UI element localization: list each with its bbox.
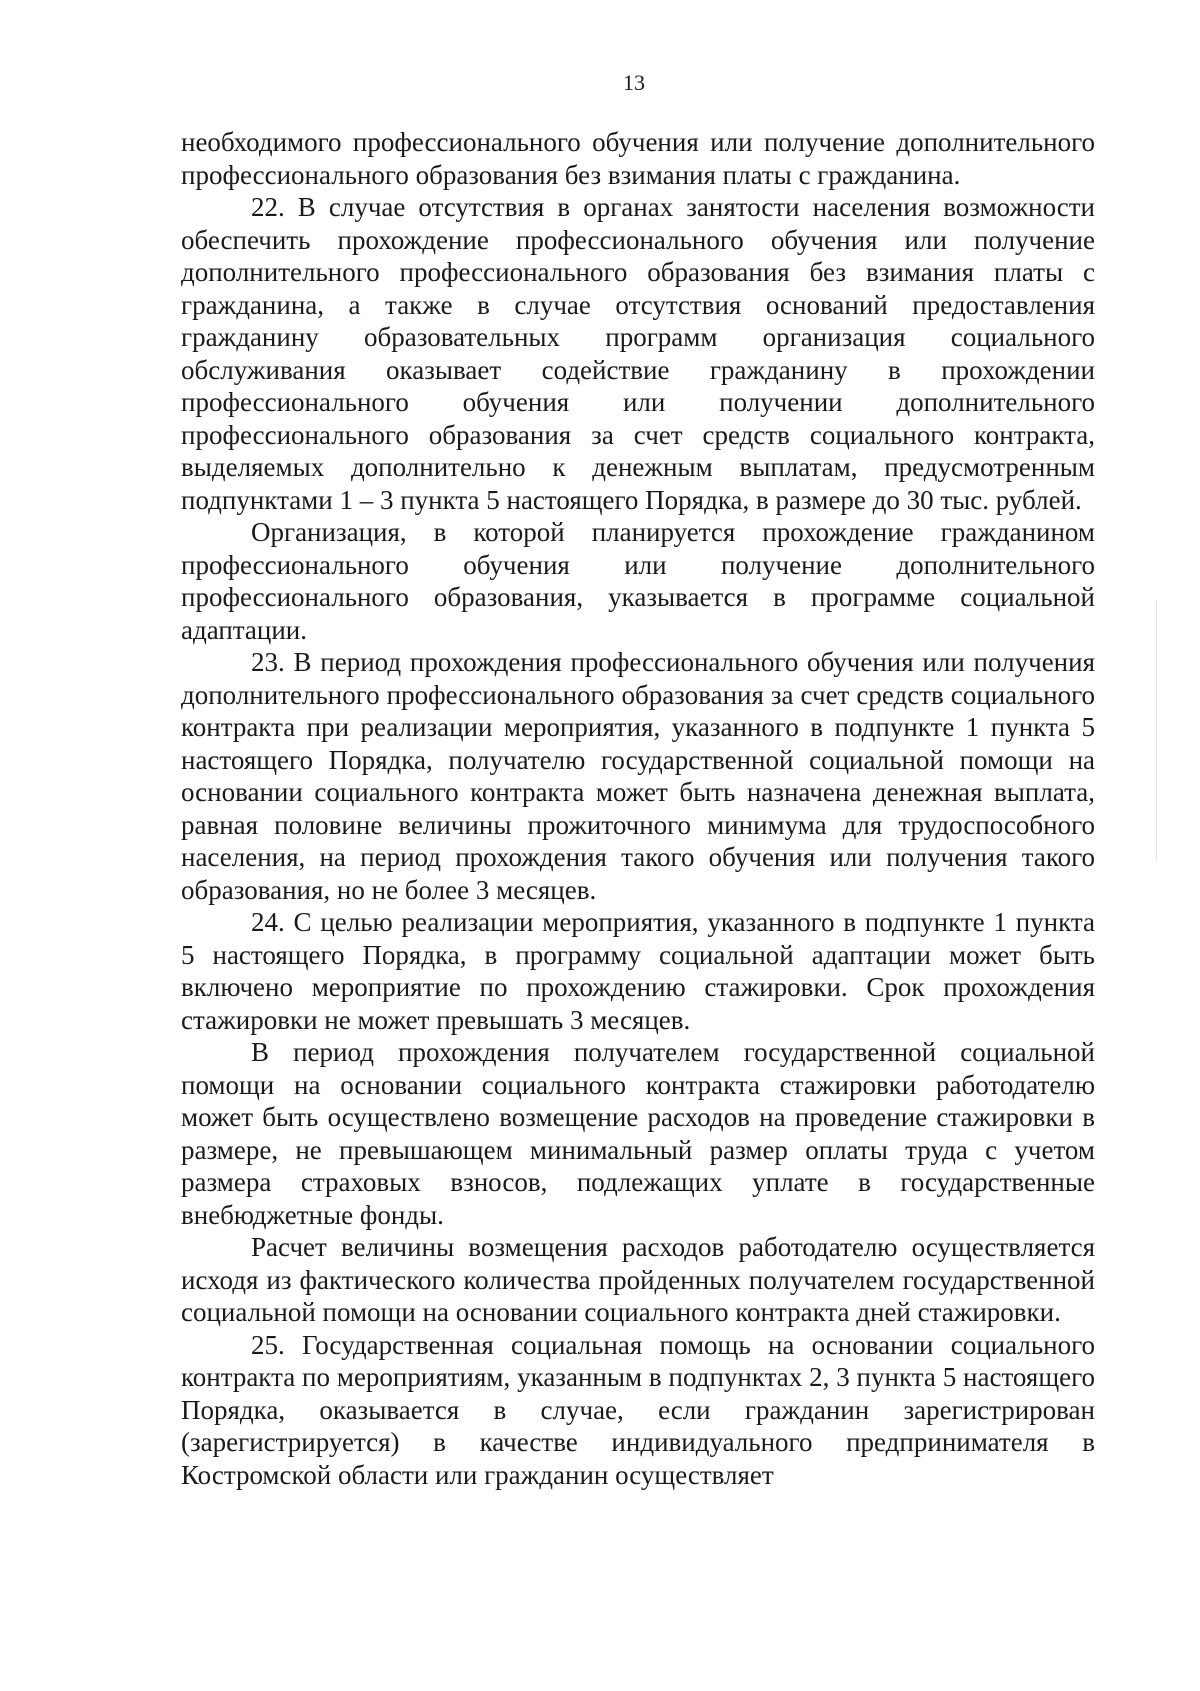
paragraph-item-25: 25. Государственная социальная помощь на основании социального контракта по мероприятиям, указанным в подпунктах 2, 3 пункта 5 настоящего Порядка, оказывается в случае, если гражданин зарегистрирован (зарегистрируется) в качестве индивидуального предпринимателя в Костромской области или гражданин осуществляет (181, 1329, 1095, 1490)
paragraph-organization: Организация, в которой планируется прохождение гражданином профессионального обучения или получение дополнительного профессионального образования, указывается в программе социальной адаптации. (181, 517, 1095, 645)
paragraph-continuation: необходимого профессионального обучения или получение дополнительного профессионального образования без взимания платы с гражданина. (181, 127, 1095, 190)
paragraph-item-23: 23. В период прохождения профессионального обучения или получения дополнительного профессионального образования за счет средств социального контракта при реализации мероприятия, указанного в подпункте 1 пункта 5 настоящего Порядка, получателю государственной социальной помощи на основании социального контракта может быть назначена денежная выплата, равная половине величины прожиточного минимума для трудоспособного населения, на период прохождения такого обучения или получения такого образования, но не более 3 месяцев. (181, 647, 1095, 905)
scan-artifact-line (1156, 600, 1157, 860)
document-body (181, 126, 1095, 1491)
paragraph-reimbursement-calculation: Расчет величины возмещения расходов работодателю осуществляется исходя из фактического количества пройденных получателем государственной социальной помощи на основании социального контракта дней стажировки. (181, 1232, 1095, 1327)
paragraph-item-22: 22. В случае отсутствия в органах занятости населения возможности обеспечить прохождение профессионального обучения или получение дополнительного профессионального образования без взимания платы с гражданина, а также в случае отсутствия оснований предоставления гражданину образовательных программ организация социального обслуживания оказывает содействие гражданину в прохождении профессионального обучения или получении дополнительного профессионального образования за счет средств социального контракта, выделяемых дополнительно к денежным выплатам, предусмотренным подпунктами 1 – 3 пункта 5 настоящего Порядка, в размере до 30 тыс. рублей. (181, 192, 1095, 515)
paragraph-item-24: 24. С целью реализации мероприятия, указанного в подпункте 1 пункта 5 настоящего Порядка, в программу социальной адаптации может быть включено мероприятие по прохождению стажировки. Срок прохождения стажировки не может превышать 3 месяцев. (181, 907, 1095, 1035)
paragraph-internship-reimbursement: В период прохождения получателем государственной социальной помощи на основании социального контракта стажировки работодателю может быть осуществлено возмещение расходов на проведение стажировки в размере, не превышающем минимальный размер оплаты труда с учетом размера страховых взносов, подлежащих уплате в государственные внебюджетные фонды. (181, 1037, 1095, 1230)
page-number: 13 (623, 70, 645, 95)
